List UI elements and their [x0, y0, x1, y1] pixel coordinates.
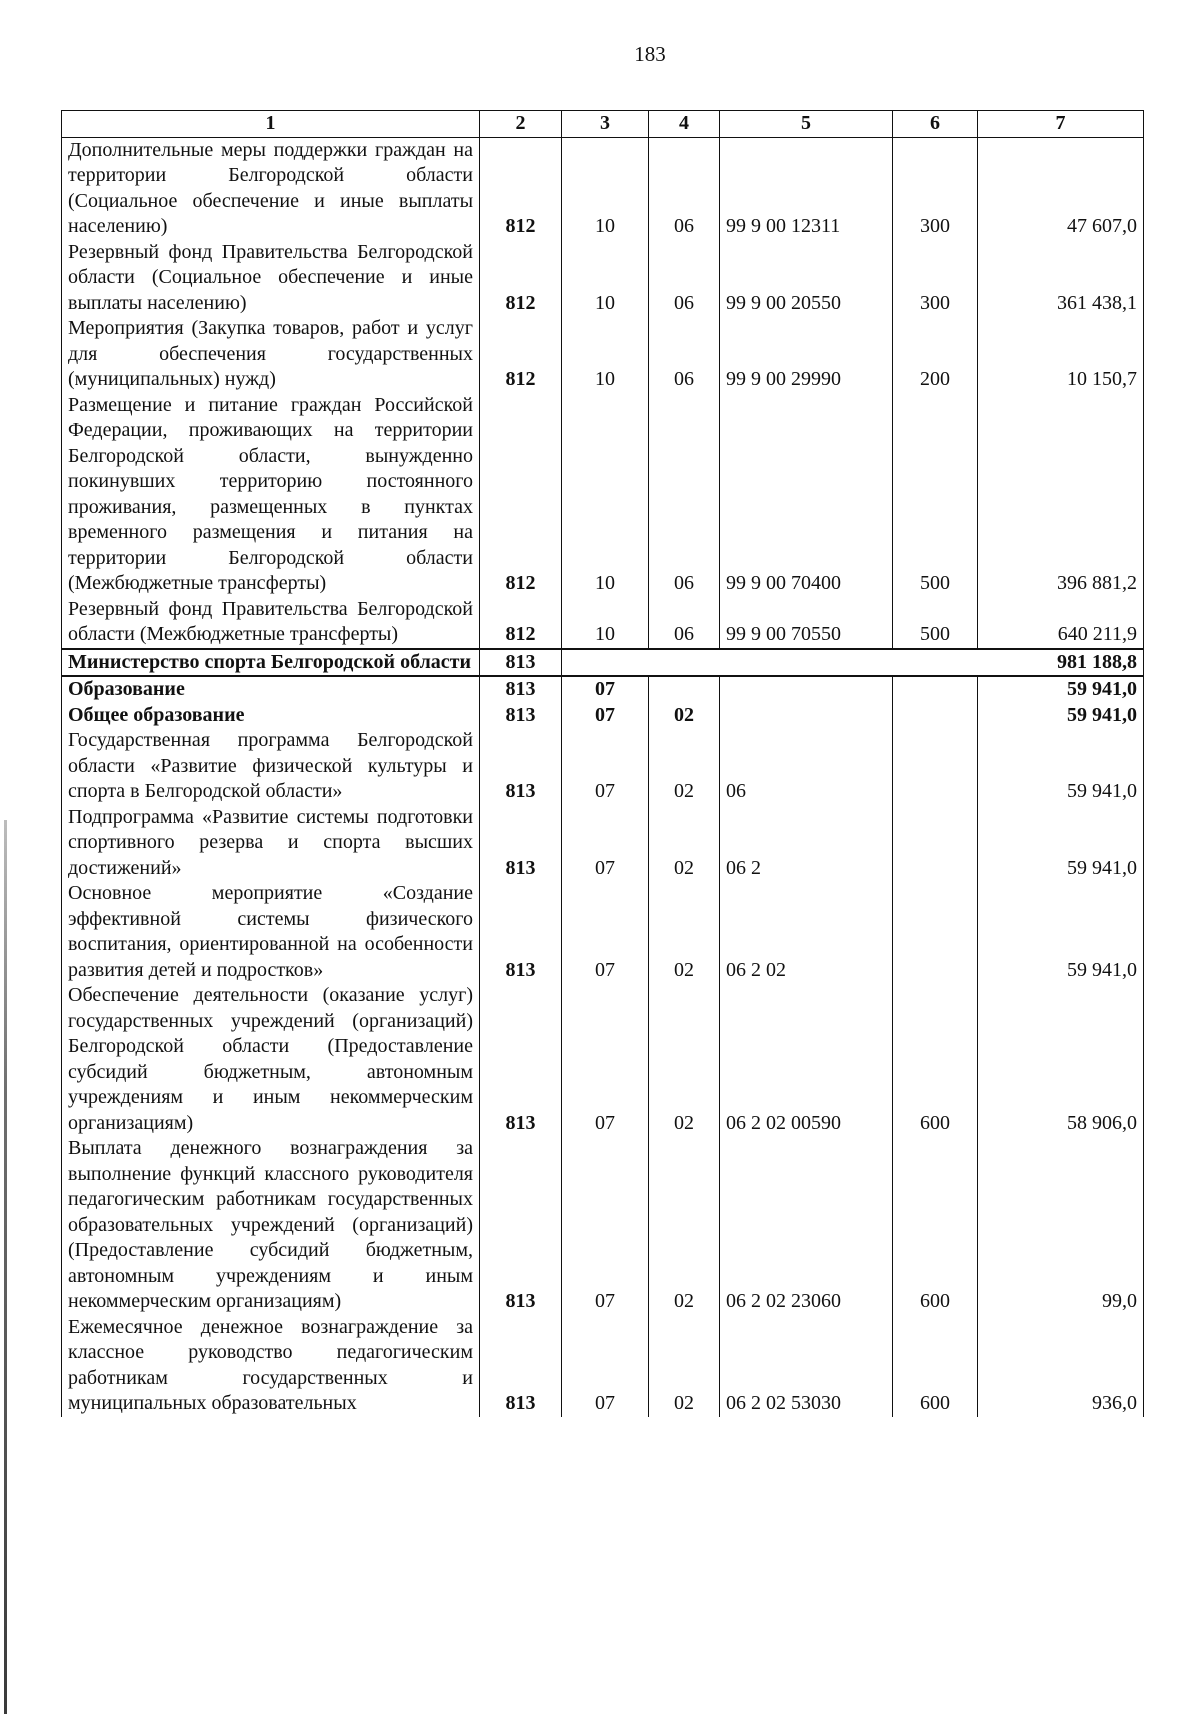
- page-number: 183: [634, 42, 666, 66]
- row-target-article: 99 9 00 12311: [720, 137, 893, 240]
- row-amount: 99,0: [978, 1136, 1144, 1315]
- row-section: 10: [562, 597, 649, 649]
- row-name: Министерство спорта Белгородской области: [62, 649, 480, 677]
- row-section: 10: [562, 393, 649, 597]
- table-row-section: [62, 676, 1144, 703]
- row-subsection: 06: [649, 393, 720, 597]
- row-section: 07: [562, 1315, 649, 1417]
- row-section: 07: [562, 728, 649, 805]
- row-code: 813: [480, 649, 562, 677]
- table-row: [62, 393, 1144, 597]
- table-row: [62, 881, 1144, 983]
- row-code: 812: [480, 316, 562, 393]
- row-expense-type: 500: [893, 393, 978, 597]
- row-code: 813: [480, 703, 562, 729]
- table-row: [62, 240, 1144, 317]
- column-header-7: 7: [978, 111, 1144, 138]
- header-row: [62, 111, 1144, 138]
- table-row-subsection: [62, 703, 1144, 729]
- row-expense-type: 600: [893, 1136, 978, 1315]
- row-amount: 10 150,7: [978, 316, 1144, 393]
- row-name: Государственная программа Белгородской области «Развитие физической культуры и спорта в Белгородской области»: [62, 728, 480, 805]
- row-amount: 59 941,0: [978, 805, 1144, 882]
- budget-table: [61, 110, 1144, 1417]
- row-target-article: 99 9 00 29990: [720, 316, 893, 393]
- row-subsection: 02: [649, 983, 720, 1136]
- table-row: [62, 597, 1144, 649]
- row-section: 10: [562, 316, 649, 393]
- row-code: 813: [480, 728, 562, 805]
- row-name: Ежемесячное денежное вознаграждение за классное руководство педагогическим работникам государственных и муниципальных образовательных: [62, 1315, 480, 1417]
- row-name: Основное мероприятие «Создание эффективной системы физического воспитания, ориентированной на особенности развития детей и подростков»: [62, 881, 480, 983]
- row-name: Резервный фонд Правительства Белгородской области (Социальное обеспечение и иные выплаты населению): [62, 240, 480, 317]
- row-target-article: 99 9 00 70400: [720, 393, 893, 597]
- row-expense-type: [893, 805, 978, 882]
- row-section: 07: [562, 703, 649, 729]
- row-target-article: [720, 649, 893, 677]
- table-row: [62, 1136, 1144, 1315]
- row-expense-type: [893, 728, 978, 805]
- column-header-4: 4: [649, 111, 720, 138]
- row-code: 813: [480, 983, 562, 1136]
- row-amount: 58 906,0: [978, 983, 1144, 1136]
- table-row: [62, 137, 1144, 240]
- scan-edge: [4, 820, 7, 1714]
- row-target-article: [720, 703, 893, 729]
- row-target-article: [720, 676, 893, 703]
- row-target-article: 99 9 00 70550: [720, 597, 893, 649]
- row-section: 10: [562, 240, 649, 317]
- row-subsection: 02: [649, 881, 720, 983]
- row-section: 07: [562, 1136, 649, 1315]
- row-amount: 396 881,2: [978, 393, 1144, 597]
- column-header-1: 1: [62, 111, 480, 138]
- row-subsection: [649, 676, 720, 703]
- row-subsection: 06: [649, 137, 720, 240]
- row-subsection: 06: [649, 597, 720, 649]
- row-subsection: 02: [649, 1315, 720, 1417]
- table-row: [62, 983, 1144, 1136]
- row-section: [562, 649, 649, 677]
- row-name: Размещение и питание граждан Российской Федерации, проживающих на территории Белгородской области, вынужденно покинувших территорию постоянного проживания, размещенных в пунктах временного размещения и питания на территории Белгородской области (Межбюджетные трансферты): [62, 393, 480, 597]
- row-target-article: 06 2 02: [720, 881, 893, 983]
- row-name: Резервный фонд Правительства Белгородской области (Межбюджетные трансферты): [62, 597, 480, 649]
- row-expense-type: [893, 703, 978, 729]
- row-target-article: 06 2 02 00590: [720, 983, 893, 1136]
- row-code: 813: [480, 676, 562, 703]
- row-name: Дополнительные меры поддержки граждан на территории Белгородской области (Социальное обеспечение и иные выплаты населению): [62, 137, 480, 240]
- column-header-3: 3: [562, 111, 649, 138]
- row-section: 07: [562, 676, 649, 703]
- table-row: [62, 316, 1144, 393]
- row-amount: 59 941,0: [978, 728, 1144, 805]
- row-code: 812: [480, 240, 562, 317]
- row-amount: 59 941,0: [978, 676, 1144, 703]
- row-target-article: 06 2 02 53030: [720, 1315, 893, 1417]
- column-header-5: 5: [720, 111, 893, 138]
- row-section: 07: [562, 805, 649, 882]
- row-expense-type: 500: [893, 597, 978, 649]
- row-subsection: 02: [649, 703, 720, 729]
- row-subsection: 02: [649, 728, 720, 805]
- row-expense-type: [893, 881, 978, 983]
- row-expense-type: [893, 649, 978, 677]
- table-row-ministry: [62, 649, 1144, 677]
- row-target-article: 06 2 02 23060: [720, 1136, 893, 1315]
- row-code: 812: [480, 137, 562, 240]
- row-code: 813: [480, 805, 562, 882]
- row-amount: 47 607,0: [978, 137, 1144, 240]
- row-code: 812: [480, 393, 562, 597]
- row-name: Общее образование: [62, 703, 480, 729]
- column-header-6: 6: [893, 111, 978, 138]
- row-code: 813: [480, 1136, 562, 1315]
- table-row: [62, 1315, 1144, 1417]
- row-subsection: 02: [649, 1136, 720, 1315]
- row-amount: 640 211,9: [978, 597, 1144, 649]
- row-target-article: 06: [720, 728, 893, 805]
- row-expense-type: 600: [893, 1315, 978, 1417]
- row-code: 813: [480, 881, 562, 983]
- row-code: 812: [480, 597, 562, 649]
- row-subsection: 06: [649, 316, 720, 393]
- row-expense-type: 200: [893, 316, 978, 393]
- row-section: 07: [562, 881, 649, 983]
- table-row: [62, 728, 1144, 805]
- row-subsection: [649, 649, 720, 677]
- row-amount: 59 941,0: [978, 703, 1144, 729]
- row-expense-type: [893, 676, 978, 703]
- row-subsection: 06: [649, 240, 720, 317]
- row-name: Подпрограмма «Развитие системы подготовки спортивного резерва и спорта высших достижений»: [62, 805, 480, 882]
- row-expense-type: 600: [893, 983, 978, 1136]
- row-expense-type: 300: [893, 137, 978, 240]
- row-amount: 936,0: [978, 1315, 1144, 1417]
- row-target-article: 06 2: [720, 805, 893, 882]
- table-row: [62, 805, 1144, 882]
- row-amount: 59 941,0: [978, 881, 1144, 983]
- row-expense-type: 300: [893, 240, 978, 317]
- row-amount: 361 438,1: [978, 240, 1144, 317]
- column-header-2: 2: [480, 111, 562, 138]
- row-subsection: 02: [649, 805, 720, 882]
- row-section: 10: [562, 137, 649, 240]
- row-target-article: 99 9 00 20550: [720, 240, 893, 317]
- row-name: Обеспечение деятельности (оказание услуг) государственных учреждений (организаций) Белгородской области (Предоставление субсидий бюджетным, автономным учреждениям и иным некоммерческим организациям): [62, 983, 480, 1136]
- row-name: Выплата денежного вознаграждения за выполнение функций классного руководителя педагогическим работникам государственных образовательных учреждений (организаций) (Предоставление субсидий бюджетным, автономным учреждениям и иным некоммерческим организациям): [62, 1136, 480, 1315]
- row-section: 07: [562, 983, 649, 1136]
- row-amount: 981 188,8: [978, 649, 1144, 677]
- row-name: Мероприятия (Закупка товаров, работ и услуг для обеспечения государственных (муниципальных) нужд): [62, 316, 480, 393]
- row-name: Образование: [62, 676, 480, 703]
- row-code: 813: [480, 1315, 562, 1417]
